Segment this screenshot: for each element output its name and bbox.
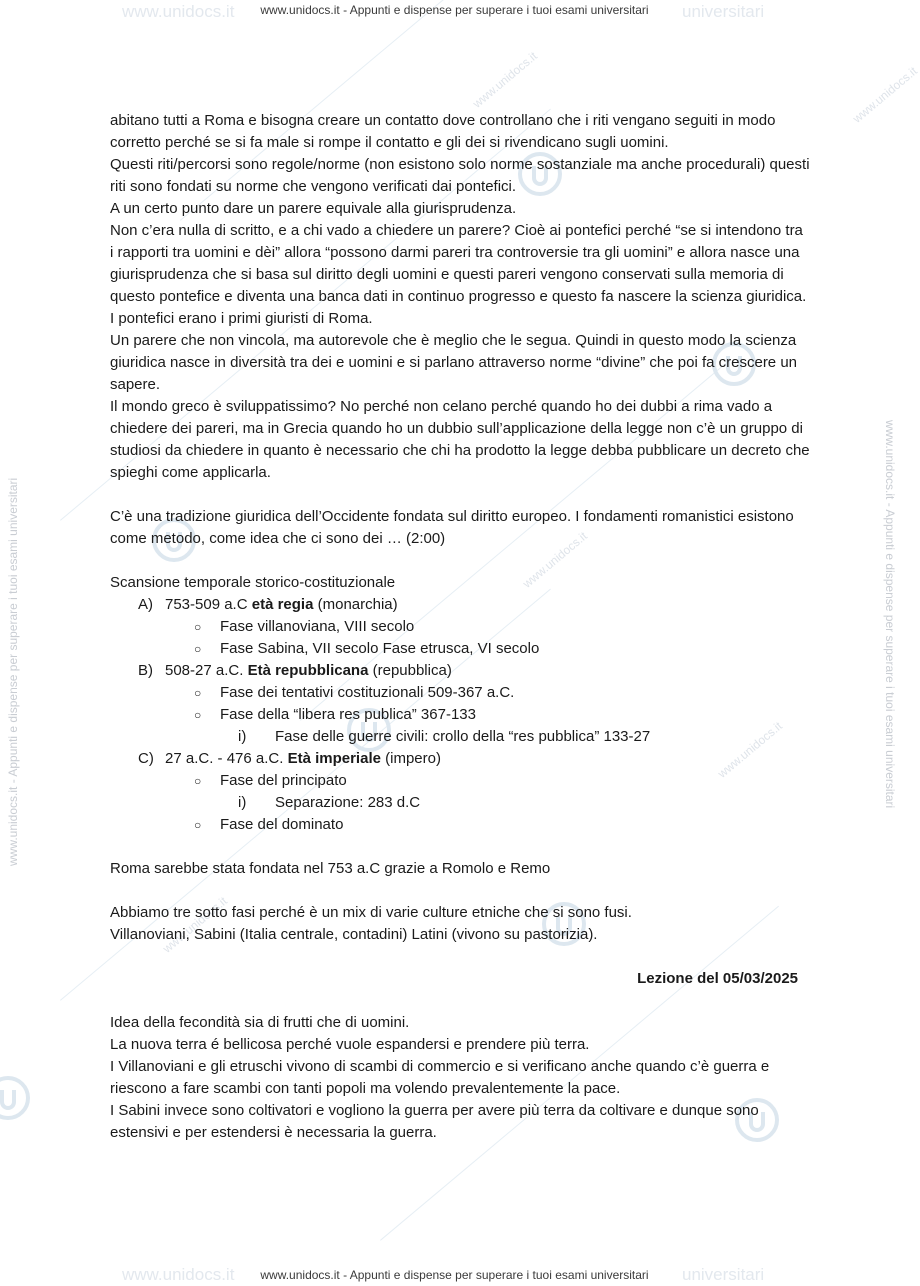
bullet-icon: ○ (194, 642, 202, 656)
top-banner: www.unidocs.it - Appunti e dispense per superare i tuoi esami universitari (260, 3, 649, 17)
unidocs-logo-icon (0, 1074, 32, 1122)
banner-ghost-right: universitari (682, 2, 765, 21)
paragraph: Il mondo greco è sviluppatissimo? No perché non celano perché quando ho dei dubbi a rima vado a chiedere dei pareri, ma in Grecia quando ho un dubbio sull’applicazione della legge non c’è un gruppo di studiosi da chiedere in quanto è necessario che chi ha prodotto la legge debba pubblicare un decreto che spieghi come applicarla. (110, 398, 810, 481)
banner-ghost-left: www.unidocs.it (122, 1265, 235, 1284)
timeline-period-c: C) 27 a.C. - 476 a.C. Età imperiale (impero) (138, 750, 441, 767)
paragraph: Roma sarebbe stata fondata nel 753 a.C grazie a Romolo e Remo (110, 860, 551, 877)
timeline-item: ○ Fase villanoviana, VIII secolo (110, 616, 810, 638)
bottom-banner: www.unidocs.it - Appunti e dispense per superare i tuoi esami universitari (260, 1268, 649, 1282)
bullet-icon: ○ (194, 818, 202, 832)
diagonal-watermark: www.unidocs.it (470, 48, 540, 111)
paragraph: C’è una tradizione giuridica dell’Occidente fondata sul diritto europeo. I fondamenti romanistici esistono come metodo, come idea che ci sono dei … (2:00) (110, 508, 794, 547)
diagonal-watermark: www.unidocs.it (850, 63, 920, 126)
paragraph: Villanoviani, Sabini (Italia centrale, contadini) Latini (vivono su pastorizia). (110, 926, 598, 943)
bullet-icon: ○ (194, 620, 202, 634)
timeline-item: ○ Fase del principato (110, 770, 810, 792)
timeline-title: Scansione temporale storico-costituzionale (110, 574, 396, 591)
paragraph: Questi riti/percorsi sono regole/norme (non esistono solo norme sostanziale ma anche procedurali) questi riti sono fondati su norme che vengono verificati dai pontefici. (110, 156, 810, 195)
diagonal-watermark: www.unidocs.it (715, 718, 785, 781)
timeline-item: ○ Fase della “libera res publica” 367-133 (110, 704, 810, 726)
bullet-icon: ○ (194, 686, 202, 700)
paragraph: Idea della fecondità sia di frutti che di uomini. (110, 1014, 410, 1031)
timeline-subitem: i) Fase delle guerre civili: crollo della “res pubblica” 133-27 (238, 728, 651, 745)
lesson-heading: Lezione del 05/03/2025 (637, 970, 798, 987)
bullet-icon: ○ (194, 708, 202, 722)
bullet-icon: ○ (194, 774, 202, 788)
side-watermark-right: www.unidocs.it - Appunti e dispense per superare i tuoi esami universitari (883, 420, 897, 809)
timeline-item: ○ Fase del dominato (110, 814, 810, 836)
timeline-item: ○ Fase Sabina, VII secolo Fase etrusca, VI secolo (110, 638, 810, 660)
banner-ghost-left: www.unidocs.it (122, 2, 235, 21)
timeline-period-a: A) 753-509 a.C età regia (monarchia) (138, 596, 398, 613)
paragraph: I Sabini invece sono coltivatori e vogliono la guerra per avere più terra da coltivare e dunque sono estensivi e per estendersi è necessaria la guerra. (110, 1102, 759, 1141)
paragraph: I Villanoviani e gli etruschi vivono di scambi di commercio e si verificano anche quando c’è guerra e riescono a fare scambi con tanti popoli ma volendo prevalentemente la pace. (110, 1058, 770, 1097)
banner-ghost-right: universitari (682, 1265, 765, 1284)
paragraph: A un certo punto dare un parere equivale alla giurisprudenza. (110, 200, 517, 217)
timeline-item: ○ Fase dei tentativi costituzionali 509-367 a.C. (110, 682, 810, 704)
timeline-period-b: B) 508-27 a.C. Età repubblicana (repubblica) (138, 662, 452, 679)
document-body (110, 110, 810, 1144)
paragraph: Un parere che non vincola, ma autorevole che è meglio che le segua. Quindi in questo modo la scienza giuridica nasce in diversità tra dei e uomini e si parlano attraverso norme “divine” che poi fa crescere un sapere. (110, 332, 798, 393)
diagonal-watermark: www.unidocs.it (520, 528, 590, 591)
diagonal-watermark: www.unidocs.it (160, 893, 230, 956)
paragraph: abitano tutti a Roma e bisogna creare un contatto dove controllano che i riti vengano seguiti in modo corretto perché se si fa male si rompe il contatto e gli dei si rivendicano sugli uomini. (110, 112, 776, 151)
paragraph: Non c’era nulla di scritto, e a chi vado a chiedere un parere? Cioè ai pontefici perché “se si intendono tra i rapporti tra uomini e dèi” allora “possono darmi pareri tra controversie tra gli uomini” e allora nasce una giurisprudenza che si basa sul diritto degli uomini e questi pareri vengono conservati sulla memoria di questo pontefice e diventa una banca dati in continuo progresso e questo fa nascere la scienza giuridica. I pontefici erano i primi giuristi di Roma. (110, 222, 807, 327)
timeline-subitem: i) Separazione: 283 d.C (238, 794, 421, 811)
side-watermark-left: www.unidocs.it - Appunti e dispense per superare i tuoi esami universitari (6, 477, 20, 866)
paragraph: Abbiamo tre sotto fasi perché è un mix di varie culture etniche che si sono fusi. (110, 904, 632, 921)
paragraph: La nuova terra é bellicosa perché vuole espandersi e prendere più terra. (110, 1036, 590, 1053)
